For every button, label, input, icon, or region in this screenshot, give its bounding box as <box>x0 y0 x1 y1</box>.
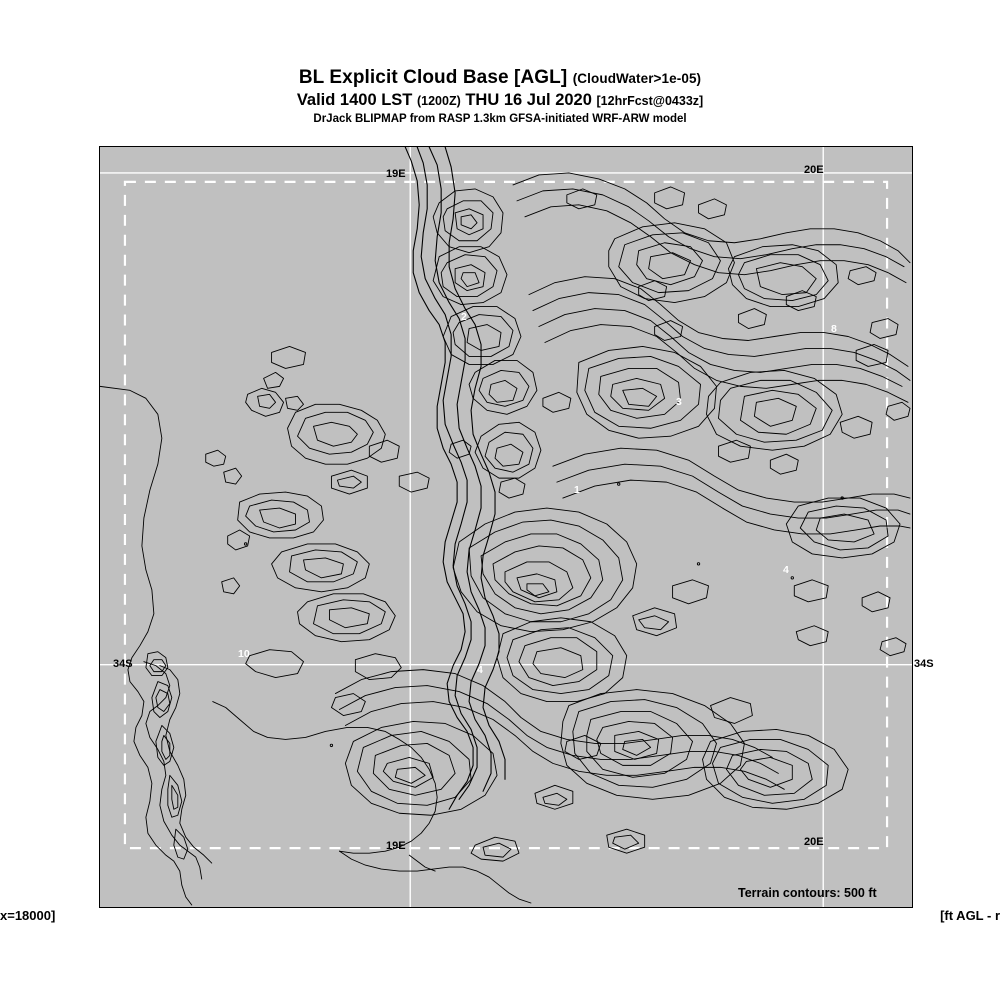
map-value-label: 4 <box>477 664 483 676</box>
model-source-label: DrJack BLIPMAP from RASP 1.3km GFSA-initiated WRF-ARW model <box>313 113 687 126</box>
scale-min-label: x=18000] <box>0 908 56 923</box>
lon-label-top-19e: 19E <box>386 168 406 180</box>
terrain-contour-note: Terrain contours: 500 ft <box>738 886 877 900</box>
model-domain-box <box>125 182 887 848</box>
graticule-lines <box>100 147 912 907</box>
chart-subtitle <box>0 92 1000 110</box>
lat-label-right-34s: 34S <box>914 658 934 670</box>
valid-date-label: THU 16 Jul 2020 <box>465 90 592 109</box>
map-value-label: 2 <box>461 311 467 323</box>
lat-label-left-34s: 34S <box>113 658 133 670</box>
units-label: [ft AGL - r <box>940 908 1000 923</box>
map-value-label: 3 <box>676 396 682 408</box>
chart-title-main: BL Explicit Cloud Base [AGL] <box>298 67 568 88</box>
title-block <box>0 68 1000 126</box>
lon-label-bottom-20e: 20E <box>804 836 824 848</box>
map-value-label: 10 <box>238 648 250 660</box>
map-canvas[interactable] <box>99 146 913 908</box>
lon-label-bottom-19e: 19E <box>386 840 406 852</box>
chart-title <box>0 68 1000 89</box>
valid-time-label: Valid 1400 LST <box>296 90 413 109</box>
terrain-contours <box>100 147 910 905</box>
map-value-label: 4 <box>783 564 789 576</box>
chart-title-parenthetical: (CloudWater>1e-05) <box>572 71 702 86</box>
map-value-label: 1 <box>574 484 580 496</box>
map-value-label: 8 <box>831 323 837 335</box>
map-contour-plot <box>100 147 912 907</box>
forecast-hour-label: [12hrFcst@0433z] <box>596 93 704 108</box>
lon-label-top-20e: 20E <box>804 164 824 176</box>
valid-time-zulu: (1200Z) <box>416 93 461 108</box>
